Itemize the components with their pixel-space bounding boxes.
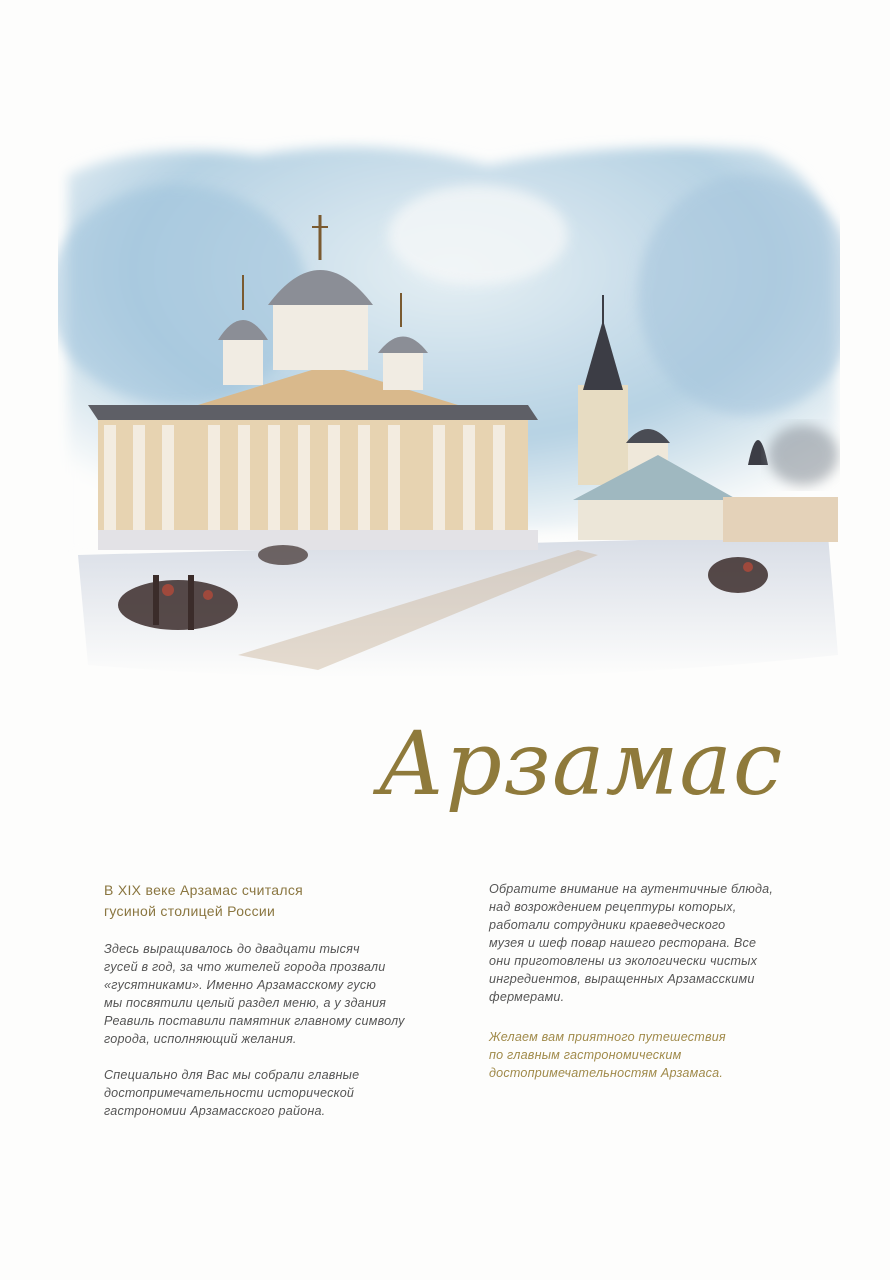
city-title: Арзамас (378, 712, 784, 815)
wish-paragraph: Желаем вам приятного путешествия по главным гастрономическим достопримечательностям Арзамаса. (489, 1030, 726, 1080)
history-heading: В XIX веке Арзамас считался гусиной столицей России (104, 882, 304, 919)
geese-paragraph: Здесь выращивалось до двадцати тысяч гусей в год, за что жителей города прозвали «гусятниками». Именно Арзамасскому гусю мы посвятили целый раздел меню, а у здания Реавиль поставили памятник главному символу города, исполняющий желания. (104, 942, 405, 1046)
gastronomy-paragraph: Специально для Вас мы собрали главные достопримечательности исторической гастрономии Арзамасского района. (104, 1068, 360, 1118)
watercolor-illustration (58, 135, 840, 680)
right-column (489, 880, 809, 1100)
left-column (104, 880, 434, 1138)
cathedral-painting (58, 135, 840, 680)
dishes-paragraph: Обратите внимание на аутентичные блюда, над возрождением рецептуры которых, работали сотрудники краеведческого музея и шеф повар нашего ресторана. Все они приготовлены из экологически чистых ингредиентов, выращенных Арзамасскими фермерами. (489, 882, 774, 1004)
